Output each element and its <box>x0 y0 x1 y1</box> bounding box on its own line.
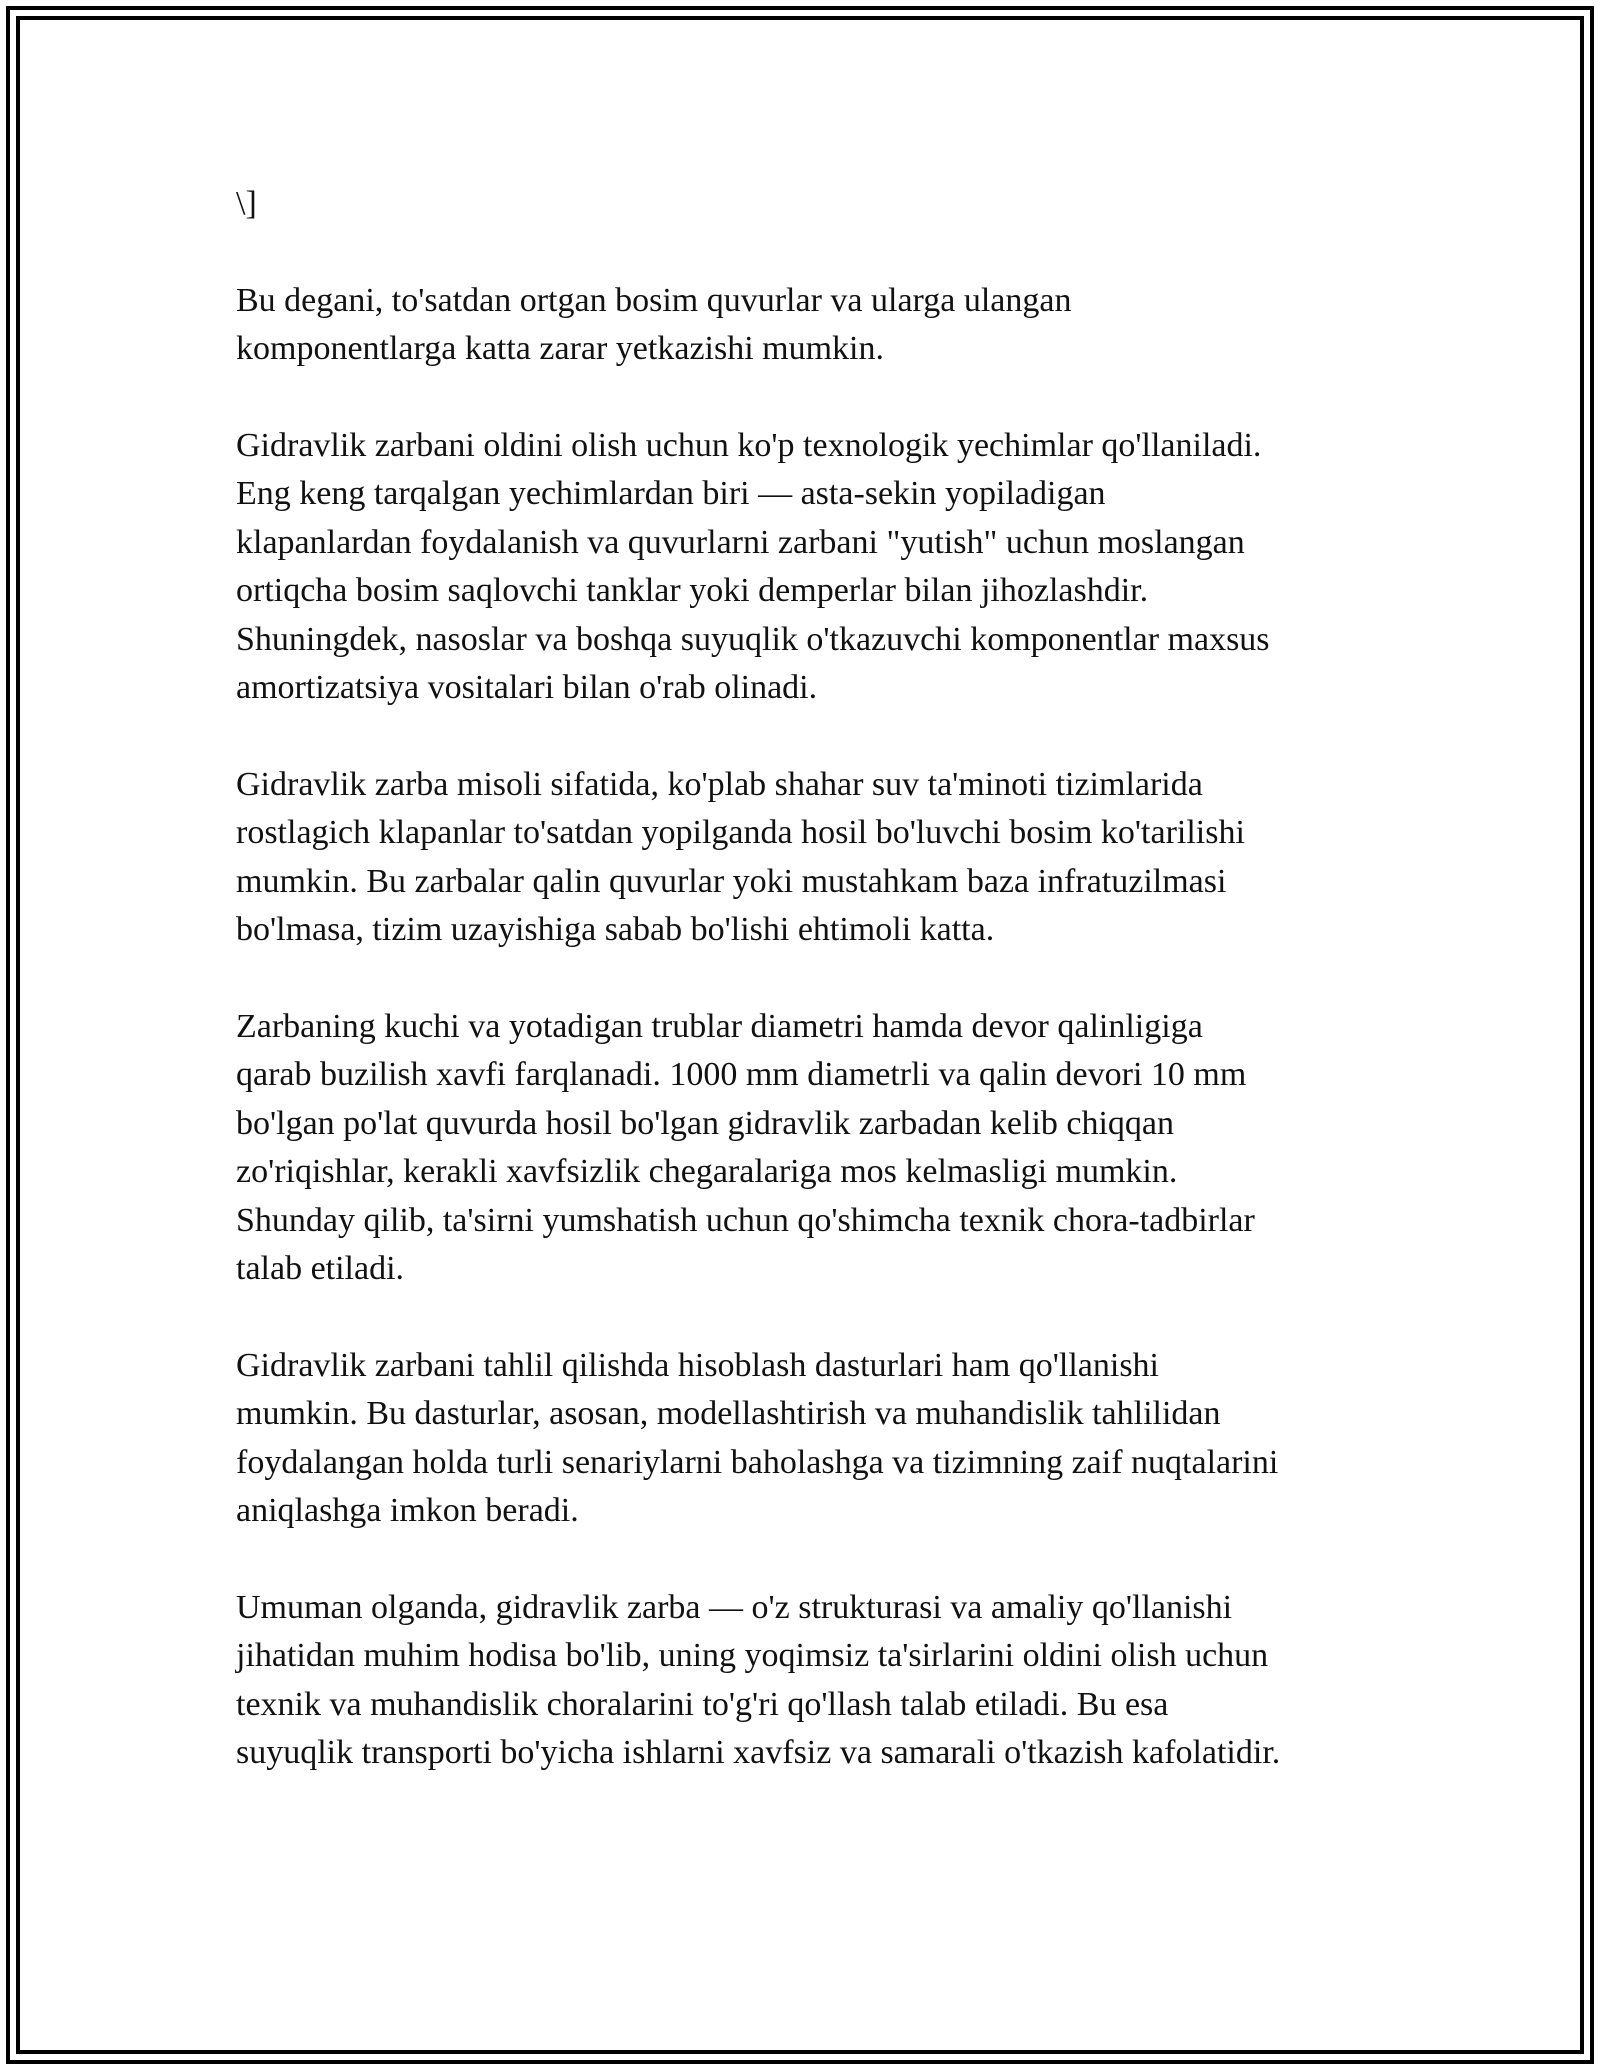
paragraph-fragment: \] <box>236 185 257 222</box>
document-body <box>236 180 1386 1826</box>
paragraph-city-water-example: Gidravlik zarba misoli sifatida, ko'plab shahar suv ta'minoti tizimlarida rostlagich klapanlar to'satdan yopilganda hosil bo'luvchi bosim ko'tarilishi mumkin. Bu zarbalar qalin quvurlar yoki mustahkam baza infratuzilmasi bo'lmasa, tizim uzayishiga sabab bo'lishi ehtimoli katta. <box>236 765 1245 948</box>
paragraph-prevention-methods: Gidravlik zarbani oldini olish uchun ko'p texnologik yechimlar qo'llaniladi. Eng keng tarqalgan yechimlardan biri — asta-sekin yopiladigan klapanlardan foydalanish va quvurlarni zarbani "yutish" uchun moslangan ortiqcha bosim saqlovchi tanklar yoki demperlar bilan jihozlashdir. Shuningdek, nasoslar va boshqa suyuqlik o'tkazuvchi komponentlar maxsus amortizatsiya vositalari bilan o'rab olinadi. <box>236 426 1270 706</box>
paragraph-pressure-damage: Bu degani, to'satdan ortgan bosim quvurlar va ularga ulangan komponentlarga katta zarar yetkazishi mumkin. <box>236 281 1072 367</box>
paragraph-software-analysis: Gidravlik zarbani tahlil qilishda hisoblash dasturlari ham qo'llanishi mumkin. Bu dasturlar, asosan, modellashtirish va muhandislik tahlilidan foydalangan holda turli senariylarni baholashga va tizimning zaif nuqtalarini aniqlashga imkon beradi. <box>236 1346 1279 1529</box>
paragraph-pipe-diameter-risk: Zarbaning kuchi va yotadigan trublar diametri hamda devor qalinligiga qarab buzilish xavfi farqlanadi. 1000 mm diametrli va qalin devori 10 mm bo'lgan po'lat quvurda hosil bo'lgan gidravlik zarbadan kelib chiqqan zo'riqishlar, kerakli xavfsizlik chegaralariga mos kelmasligi mumkin. Shunday qilib, ta'sirni yumshatish uchun qo'shimcha texnik chora-tadbirlar talab etiladi. <box>236 1007 1255 1287</box>
paragraph-conclusion: Umuman olganda, gidravlik zarba — o'z strukturasi va amaliy qo'llanishi jihatidan muhim hodisa bo'lib, uning yoqimsiz ta'sirlarini oldini olish uchun texnik va muhandislik choralarini to'g'ri qo'llash talab etiladi. Bu esa suyuqlik transporti bo'yicha ishlarni xavfsiz va samarali o'tkazish kafolatidir. <box>236 1588 1281 1771</box>
